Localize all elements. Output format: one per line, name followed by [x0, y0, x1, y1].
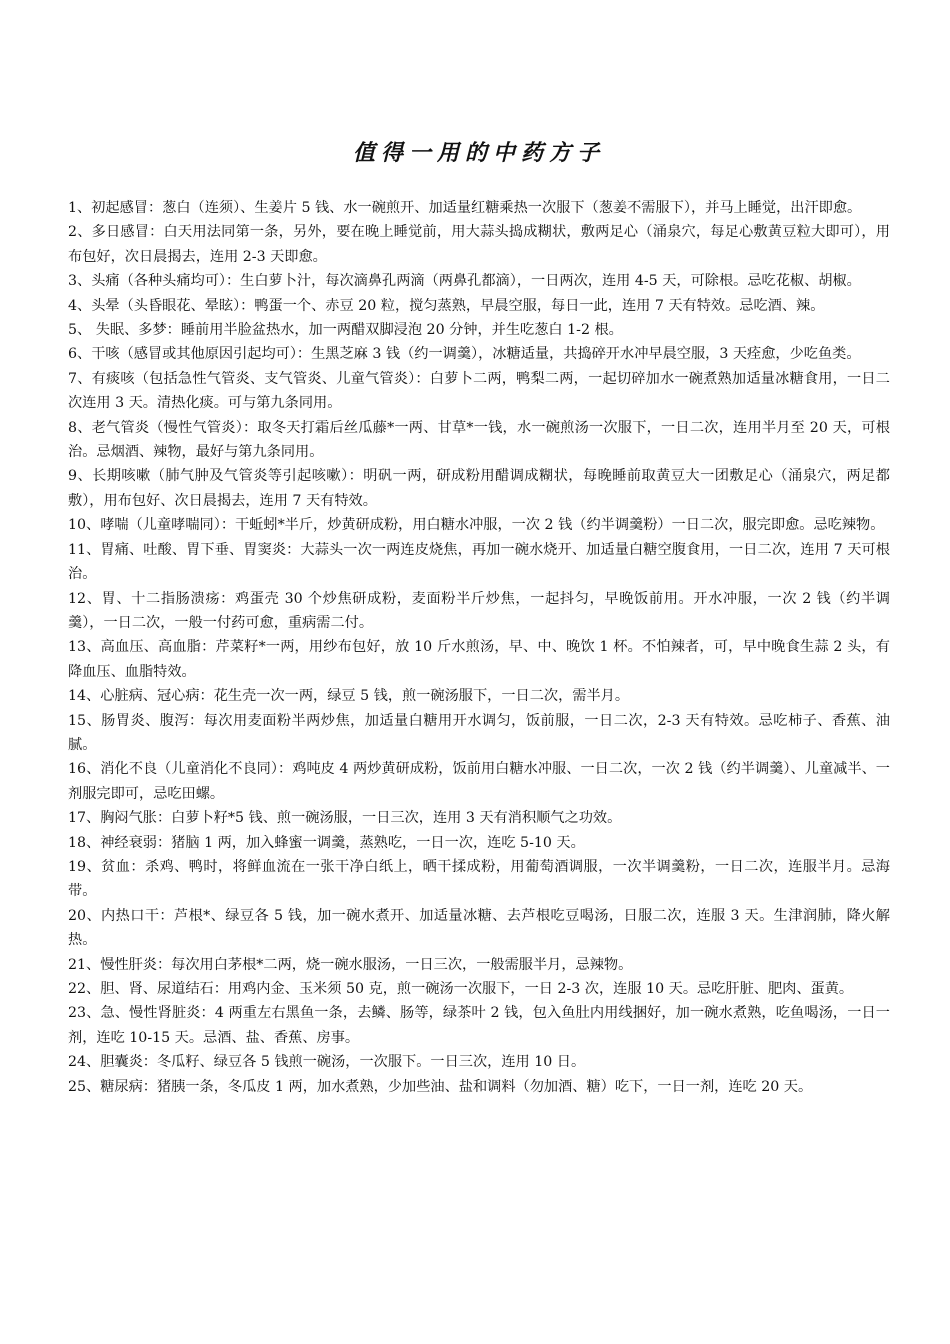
- remedy-item-2: 2、多日感冒：白天用法同第一条，另外，要在晚上睡觉前，用大蒜头捣成糊状，敷两足心（涌泉穴，每足心敷黄豆粒大即可），用布包好，次日晨揭去，连用 2-3 天即愈。: [68, 224, 890, 265]
- remedy-item-18: 18、神经衰弱：猪脑 1 两，加入蜂蜜一调羹，蒸熟吃，一日一次，连吃 5-10 天。: [68, 834, 585, 851]
- remedy-item-24: 24、胆囊炎：冬瓜籽、绿豆各 5 钱煎一碗汤，一次服下。一日三次，连用 10 日。: [68, 1054, 586, 1071]
- remedy-item-21: 21、慢性肝炎：每次用白茅根*二两，烧一碗水服汤，一日三次，一般需服半月，忌辣物。: [68, 956, 633, 973]
- remedy-list: [68, 196, 890, 1099]
- remedy-item-7: 7、有痰咳（包括急性气管炎、支气管炎、儿童气管炎）：白萝卜二两，鸭梨二两，一起切碎加水一碗煮熟加适量冰糖食用，一日二次连用 3 天。清热化痰。可与第九条同用。: [68, 370, 890, 412]
- remedy-item-14: 14、心脏病、冠心病：花生壳一次一两，绿豆 5 钱，煎一碗汤服下，一日二次，需半月。: [68, 688, 630, 705]
- remedy-item-8: 8、老气管炎（慢性气管炎）：取冬天打霜后丝瓜藤*一两、甘草*一钱，水一碗煎汤一次服下，一日二次，连用半月至 20 天，可根治。忌烟酒、辣物，最好与第九条同用。: [68, 419, 890, 461]
- remedy-item-9: 9、长期咳嗽（肺气肿及气管炎等引起咳嗽）：明矾一两，研成粉用醋调成糊状，每晚睡前取黄豆大一团敷足心（涌泉穴，两足都敷），用布包好、次日晨揭去，连用 7 天有特效。: [68, 468, 890, 509]
- remedy-item-1: 1、初起感冒：葱白（连须）、生姜片 5 钱、水一碗煎开、加适量红糖乘热一次服下（葱姜不需服下），并马上睡觉，出汗即愈。: [68, 200, 862, 216]
- remedy-item-4: 4、头晕（头昏眼花、晕眩）：鸭蛋一个、赤豆 20 粒，搅匀蒸熟，早晨空服，每日一此，连用 7 天有特效。忌吃酒、辣。: [68, 297, 825, 314]
- document-page: [68, 0, 890, 1099]
- remedy-item-3: 3、头痛（各种头痛均可）：生白萝卜汁，每次滴鼻孔两滴（两鼻孔都滴），一日两次，连用 4-5 天，可除根。忌吃花椒、胡椒。: [68, 273, 861, 290]
- remedy-item-13: 13、高血压、高血脂：芹菜籽*一两，用纱布包好，放 10 斤水煎汤，早、中、晚饮 1 杯。不怕辣者，可，早中晚食生蒜 2 头，有降血压、血脂特效。: [68, 639, 890, 680]
- remedy-item-19: 19、贫血：杀鸡、鸭时，将鲜血流在一张干净白纸上，晒干揉成粉，用葡萄酒调服，一次半调羹粉，一日二次，连服半月。忌海带。: [68, 858, 890, 900]
- remedy-item-6: 6、干咳（感冒或其他原因引起均可）：生黑芝麻 3 钱（约一调羹），冰糖适量，共捣碎开水冲早晨空服，3 天痊愈，少吃鱼类。: [68, 346, 861, 363]
- remedy-item-22: 22、胆、肾、尿道结石：用鸡内金、玉米须 50 克，煎一碗汤一次服下，一日 2-3 次，连服 10 天。忌吃肝脏、肥肉、蛋黄。: [68, 981, 854, 997]
- remedy-item-5: 5、 失眠、多梦：睡前用半脸盆热水，加一两醋双脚浸泡 20 分钟，并生吃葱白 1-2 根。: [68, 322, 623, 339]
- remedy-item-23: 23、急、慢性肾脏炎：4 两重左右黑鱼一条，去鳞、肠等，绿茶叶 2 钱，包入鱼肚内用线捆好，加一碗水煮熟，吃鱼喝汤，一日一剂，连吃 10-15 天。忌酒、盐、香蕉、房事。: [68, 1005, 890, 1046]
- remedy-item-25: 25、糖尿病：猪胰一条，冬瓜皮 1 两，加水煮熟，少加些油、盐和调料（勿加酒、糖）吃下，一日一剂，连吃 20 天。: [68, 1078, 813, 1095]
- remedy-item-17: 17、胸闷气胀：白萝卜籽*5 钱、煎一碗汤服，一日三次，连用 3 天有消积顺气之功效。: [68, 810, 622, 827]
- remedy-item-16: 16、消化不良（儿童消化不良同）：鸡吨皮 4 两炒黄研成粉，饭前用白糖水冲服、一日二次，一次 2 钱（约半调羹）、儿童减半、一剂服完即可，忌吃田螺。: [68, 761, 890, 802]
- remedy-item-12: 12、胃、十二指肠溃疡：鸡蛋壳 30 个炒焦研成粉，麦面粉半斤炒焦，一起抖匀，早晚饭前用。开水冲服，一次 2 钱（约半调羹），一日二次，一般一付药可愈，重病需二付。: [68, 590, 890, 631]
- remedy-item-15: 15、肠胃炎、腹泻：每次用麦面粉半两炒焦，加适量白糖用开水调匀，饭前服，一日二次，2-3 天有特效。忌吃柿子、香蕉、油腻。: [68, 712, 890, 753]
- remedy-item-10: 10、哮喘（儿童哮喘同）：干蚯蚓*半斤，炒黄研成粉，用白糖水冲服，一次 2 钱（约半调羹粉）一日二次，服完即愈。忌吃辣物。: [68, 517, 885, 534]
- remedy-item-20: 20、内热口干：芦根*、绿豆各 5 钱，加一碗水煮开、加适量冰糖、去芦根吃豆喝汤，日服二次，连服 3 天。生津润肺，降火解热。: [68, 907, 890, 949]
- page-title: 值得一用的中药方子: [352, 140, 605, 166]
- remedy-item-11: 11、胃痛、吐酸、胃下垂、胃窦炎：大蒜头一次一两连皮烧焦，再加一碗水烧开、加适量白糖空腹食用，一日二次，连用 7 天可根治。: [68, 541, 890, 583]
